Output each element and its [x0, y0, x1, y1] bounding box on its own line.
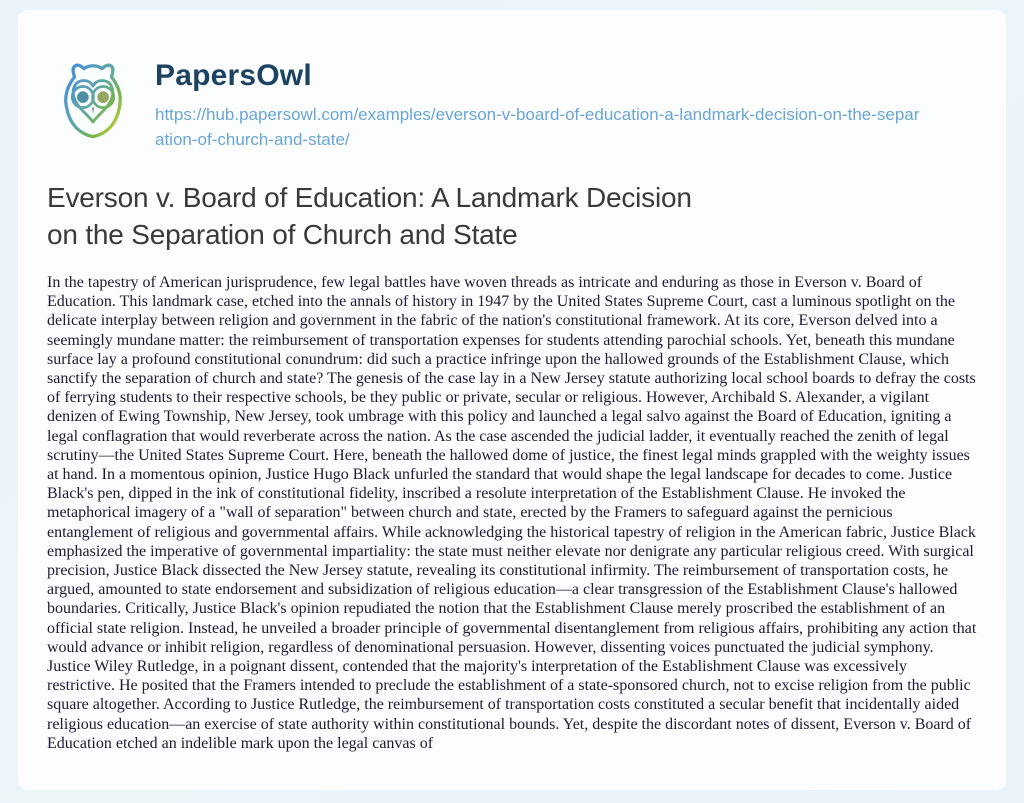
papersowl-owl-icon: [47, 55, 139, 153]
page-url-link[interactable]: https://hub.papersowl.com/examples/everson-v-board-of-education-a-landmark-decision-on-the-separation-of-church-and-state/: [155, 104, 920, 149]
article-title: Everson v. Board of Education: A Landmark Decision on the Separation of Church and State: [47, 182, 692, 250]
brand-block: [155, 55, 925, 152]
article-body-text: In the tapestry of American jurisprudence, few legal battles have woven threads as intricate and enduring as those in Everson v. Board of Education. This landmark case, etched into the annals of history in 1947 by the United States Supreme Court, cast a luminous spotlight on the delicate interplay between religion and government in the fabric of the nation's constitutional framework. At its core, Everson delved into a seemingly mundane matter: the reimbursement of transportation expenses for students attending parochial schools. Yet, beneath this mundane surface lay a profound constitutional conundrum: did such a practice infringe upon the hallowed grounds of the Establishment Clause, which sanctify the separation of church and state? The genesis of the case lay in a New Jersey statute authorizing local school boards to defray the costs of ferrying students to their respective schools, be they public or private, secular or religious. However, Archibald S. Alexander, a vigilant denizen of Ewing Township, New Jersey, took umbrage with this policy and launched a legal salvo against the Board of Education, igniting a legal conflagration that would reverberate across the nation. As the case ascended the judicial ladder, it eventually reached the zenith of legal scrutiny—the United States Supreme Court. Here, beneath the hallowed dome of justice, the finest legal minds grappled with the weighty issues at hand. In a momentous opinion, Justice Hugo Black unfurled the standard that would shape the legal landscape for decades to come. Justice Black's pen, dipped in the ink of constitutional fidelity, inscribed a resolute interpretation of the Establishment Clause. He invoked the metaphorical imagery of a "wall of separation" between church and state, erected by the Framers to safeguard against the pernicious entanglement of religious and governmental affairs. While acknowledging the historical tapestry of religion in the American fabric, Justice Black emphasized the imperative of governmental impartiality: the state must neither elevate nor denigrate any particular religious creed. With surgical precision, Justice Black dissected the New Jersey statute, revealing its constitutional infirmity. The reimbursement of transportation costs, he argued, amounted to state endorsement and subsidization of religious education—a clear transgression of the Establishment Clause's hallowed boundaries. Critically, Justice Black's opinion repudiated the notion that the Establishment Clause merely proscribed the establishment of an official state religion. Instead, he unveiled a broader principle of governmental disentanglement from religious affairs, prohibiting any action that would advance or inhibit religion, regardless of denominational persuasion. However, dissenting voices punctuated the judicial symphony. Justice Wiley Rutledge, in a poignant dissent, contended that the majority's interpretation of the Establishment Clause was excessively restrictive. He posited that the Framers intended to preclude the establishment of a state-sponsored church, not to excise religion from the public square altogether. According to Justice Rutledge, the reimbursement of transportation costs constituted a secular benefit that incidentally aided religious education—an exercise of state authority within constitutional bounds. Yet, despite the discordant notes of dissent, Everson v. Board of Education etched an indelible mark upon the legal canvas of: [47, 274, 977, 752]
content-card: [18, 10, 1006, 790]
brand-name: PapersOwl: [155, 59, 312, 92]
page-header: [47, 55, 977, 153]
